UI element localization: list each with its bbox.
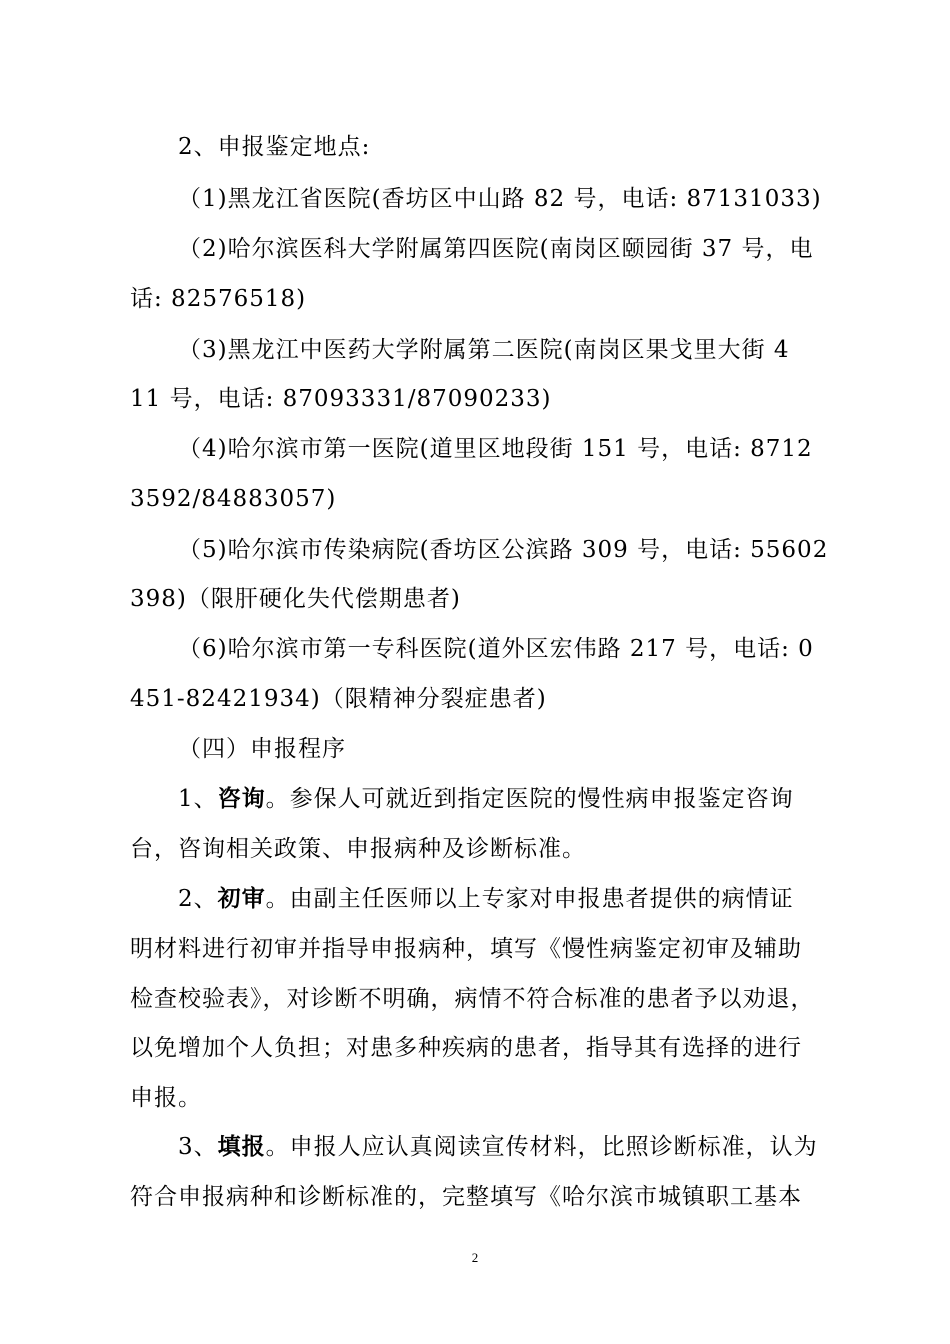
hospital-item-5: （5)哈尔滨市传染病院(香坊区公滨路 309 号，电话: 55602 [178,537,829,563]
hospital-item-2: （2)哈尔滨医科大学附属第四医院(南岗区颐园街 37 号，电 [178,236,814,262]
hospital-item-6: （6)哈尔滨市第一专科医院(道外区宏伟路 217 号，电话: 0 [178,636,814,662]
section-heading-procedure: （四）申报程序 [178,736,346,762]
procedure-step-2-cont-1: 明材料进行初审并指导申报病种，填写《慢性病鉴定初审及辅助 [130,936,802,962]
procedure-step-1-cont: 台，咨询相关政策、申报病种及诊断标准。 [130,836,586,862]
hospital-item-4: （4)哈尔滨市第一医院(道里区地段街 151 号，电话: 8712 [178,436,813,462]
hospital-item-2-cont: 话: 82576518) [130,286,307,312]
procedure-step-2-cont-4: 申报。 [130,1085,202,1111]
procedure-step-3 [178,1132,818,1162]
hospital-item-3-cont: 11 号，电话: 87093331/87090233) [130,386,552,412]
procedure-step-1 [178,784,794,814]
procedure-step-2 [178,884,794,914]
hospital-item-6-cont: 451-82421934)（限精神分裂症患者) [130,686,547,712]
step-title: 咨询 [217,785,266,812]
step-number: 1、 [178,786,218,812]
step-number: 3、 [178,1134,218,1160]
section-heading-locations: 2、申报鉴定地点: [178,134,371,160]
page-number: 2 [471,1250,479,1265]
step-title: 初审 [217,885,266,912]
step-text: 。申报人应认真阅读宣传材料，比照诊断标准，认为 [265,1134,818,1160]
step-text: 。参保人可就近到指定医院的慢性病申报鉴定咨询 [265,786,794,812]
step-number: 2、 [178,886,218,912]
procedure-step-2-cont-3: 以免增加个人负担；对患多种疾病的患者，指导其有选择的进行 [130,1035,802,1061]
procedure-step-3-cont: 符合申报病种和诊断标准的，完整填写《哈尔滨市城镇职工基本 [130,1184,802,1210]
hospital-item-5-cont: 398)（限肝硬化失代偿期患者) [130,586,461,612]
hospital-item-3: （3)黑龙江中医药大学附属第二医院(南岗区果戈里大街 4 [178,337,790,363]
procedure-step-2-cont-2: 检查校验表》，对诊断不明确，病情不符合标准的患者予以劝退， [130,986,815,1012]
hospital-item-1: （1)黑龙江省医院(香坊区中山路 82 号，电话: 87131033) [178,186,822,212]
step-title: 填报 [217,1133,266,1160]
step-text: 。由副主任医师以上专家对申报患者提供的病情证 [265,886,794,912]
hospital-item-4-cont: 3592/84883057) [130,486,337,512]
